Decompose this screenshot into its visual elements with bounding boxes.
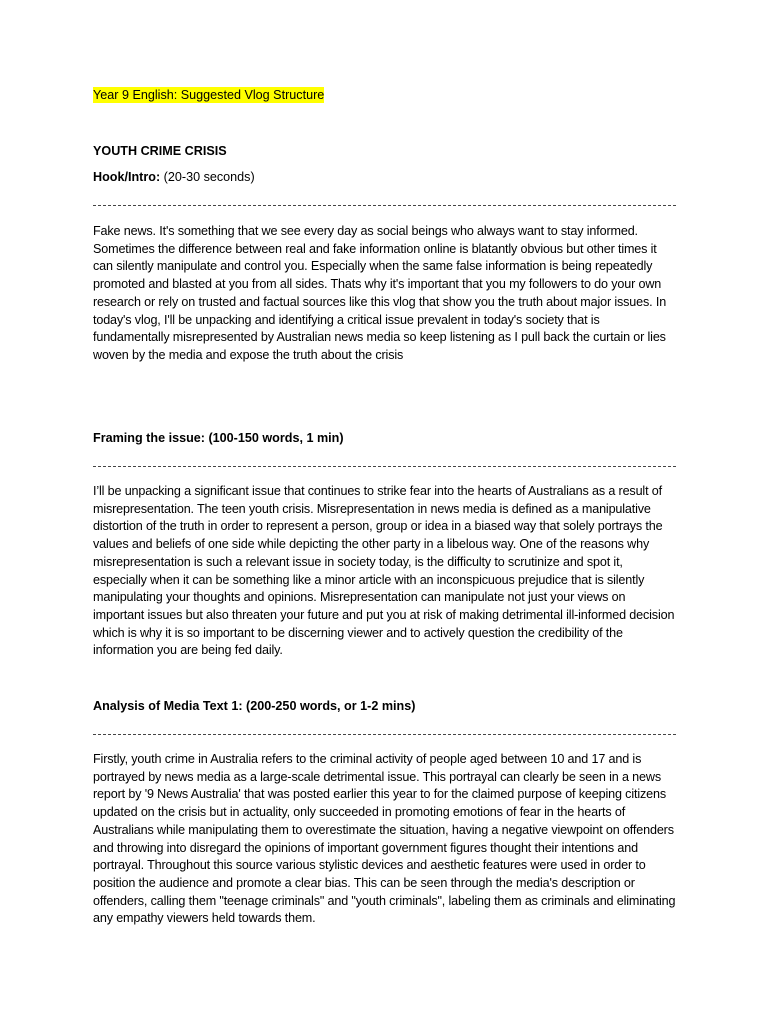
topic-heading: YOUTH CRIME CRISIS: [93, 144, 227, 158]
hook-paragraph: Fake news. It's something that we see every day as social beings who always want to stay informed. Sometimes the difference between real and fake information online is blatantly obvious but other times it can silently manipulate and control you. Especially when the same false information is being repeatedly promoted and blasted at you from all sides. Thats why it's important that you my followers to do your own research or rely on trusted and factual sources like this vlog that show you the truth about major issues. In today's vlog, I'll be unpacking and identifying a critical issue prevalent in today's society that is fundamentally misrepresented by Australian news media so keep listening as I pull back the curtain or lies woven by the media and expose the truth about the crisis: [93, 224, 667, 362]
framing-paragraph: I’ll be unpacking a significant issue that continues to strike fear into the hearts of Australians as a result of misrepresentation. The teen youth crisis. Misrepresentation in news media is defined as a manipulative distortion of the truth in order to represent a person, group or idea in a biased way that solely portrays the values and beliefs of one side while depicting the other party in a libelous way. One of the reasons why misrepresentation is such a relevant issue in society today, is the difficulty to scrutinize and spot it, especially when it can be something like a minor article with an inconspicuous prejudice that is silently manipulating your thoughts and opinions. Misrepresentation can manipulate not just your views on important issues but also threaten your future and put you at risk of making detrimental ill-informed decision which is why it is so important to be discerning viewer and to actively question the credibility of the information you are being fed daily.: [93, 484, 675, 658]
section-heading-analysis: Analysis of Media Text 1: (200-250 words, or 1-2 mins): [93, 699, 416, 713]
analysis-paragraph: Firstly, youth crime in Australia refers to the criminal activity of people aged between 10 and 17 and is portrayed by news media as a large-scale detrimental issue. This portrayal can clearly be seen in a news report by '9 News Australia' that was posted earlier this year to for the claimed purpose of keeping citizens updated on the crisis but in actuality, only succeeded in promoting emotions of fear in the hearts of Australians while manipulating them to overestimate the situation, having a negative viewpoint on offenders and throwing into disregard the opinions of important government figures thought their intentions and portrayal. Throughout this source various stylistic devices and aesthetic features were used in order to position the audience and promote a clear bias. This can be seen through the media's description or offenders, calling them "teenage criminals" and "youth criminals", labeling them as criminals and eliminating any empathy viewers held towards them.: [93, 752, 676, 926]
highlighted-title: Year 9 English: Suggested Vlog Structure: [93, 88, 325, 102]
document-title: [93, 86, 324, 104]
section-heading-hook: [93, 168, 255, 186]
section-heading-framing: Framing the issue: (100-150 words, 1 min): [93, 431, 344, 445]
hook-heading-note: (20-30 seconds): [163, 170, 255, 184]
section-divider: [93, 734, 676, 736]
hook-heading-label: Hook/Intro:: [93, 170, 161, 184]
section-divider: [93, 466, 676, 468]
section-divider: [93, 205, 676, 207]
